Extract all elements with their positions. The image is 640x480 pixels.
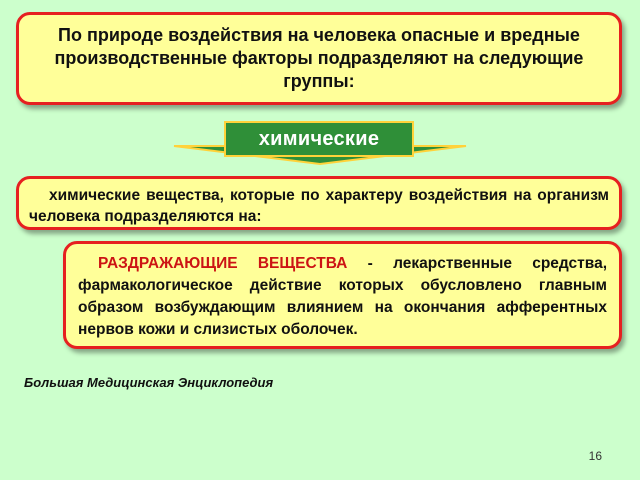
source-citation: Большая Медицинская Энциклопедия <box>24 375 274 390</box>
intro-box <box>16 176 622 230</box>
intro-text: химические вещества, которые по характеру воздействия на организм человека подразделяются на: <box>29 187 609 225</box>
definition-term: РАЗДРАЖАЮЩИЕ ВЕЩЕСТВА <box>98 255 348 272</box>
category-tag <box>224 121 414 157</box>
definition-box <box>63 241 622 349</box>
definition-text: - лекарственные средства, фармакологическое действие которых обусловлено главным образом возбуждающим влиянием на окончания афферентных нервов кожи и слизистых оболочек. <box>78 255 608 338</box>
title-box <box>16 12 622 105</box>
slide-title: По природе воздействия на человека опасные и вредные производственные факторы подразделяют на следующие группы: <box>54 25 584 91</box>
category-label: химические <box>258 127 380 150</box>
page-number: 16 <box>588 449 602 463</box>
